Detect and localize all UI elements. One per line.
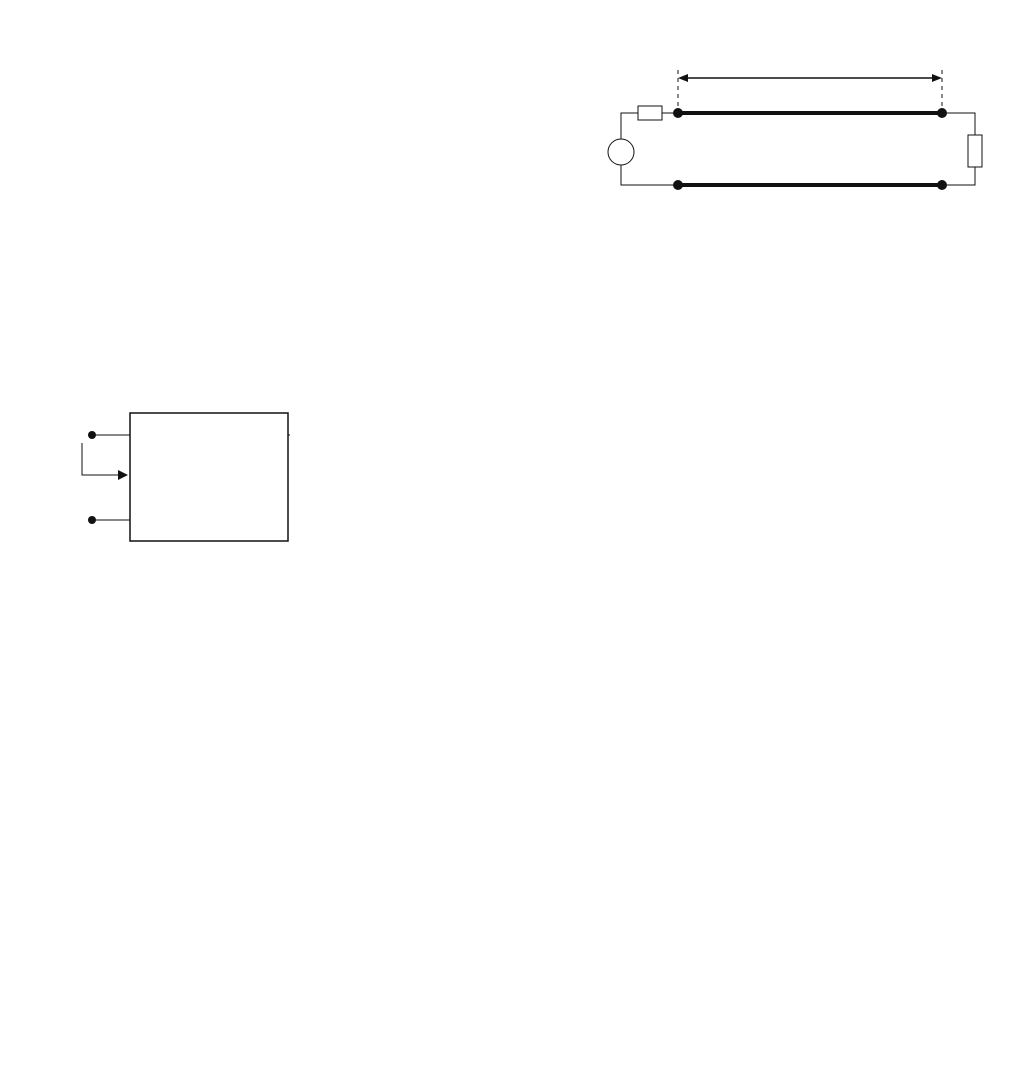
rs-resistor <box>638 106 662 120</box>
terminal-dot <box>673 108 683 118</box>
vs-source <box>608 139 634 165</box>
wire <box>621 165 678 185</box>
wire <box>942 167 975 185</box>
q2-circuit-a <box>20 405 450 545</box>
terminal-dot <box>673 180 683 190</box>
zl-resistor <box>968 135 982 167</box>
arrow-line <box>82 443 120 475</box>
arrowhead-right <box>932 74 942 82</box>
wire <box>621 113 638 125</box>
arrowhead-left <box>678 74 688 82</box>
arrowhead <box>118 470 128 480</box>
q1-transmission-line-figure <box>490 40 1020 200</box>
wire <box>942 113 975 135</box>
matching-box <box>130 413 288 541</box>
